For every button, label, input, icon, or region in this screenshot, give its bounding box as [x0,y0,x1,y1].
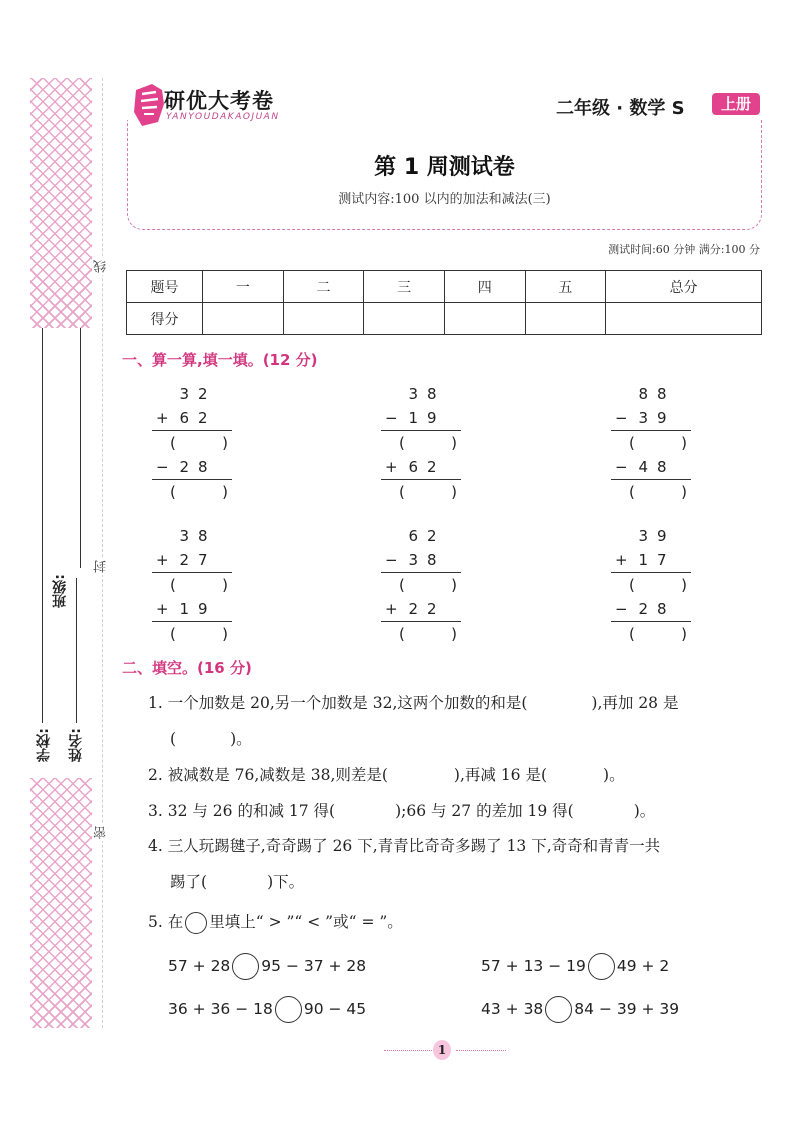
question-text: )。 [603,766,625,784]
calc-number: 27 [179,551,217,569]
binding-strip [30,78,102,1028]
compare-circle[interactable] [275,996,302,1023]
calc-operator: − [615,409,628,427]
compare-right: 49 + 2 [616,957,670,975]
calc-number: 62 [179,409,217,427]
class-label: 班级: [52,574,68,608]
compare-circle[interactable] [545,996,572,1023]
calc-number: 39 [638,527,676,545]
table-row [127,303,762,335]
table-cell: 得分 [127,303,203,335]
table-cell: 一 [203,271,284,303]
vertical-calc-2 [381,382,463,504]
calc-operator: + [385,600,398,618]
comparison-3 [168,996,366,1023]
question-1 [148,686,768,720]
score-input-cell[interactable] [283,303,364,335]
calc-number: 38 [408,551,446,569]
cut-word-seal: 封 [94,560,109,573]
question-text: 2. 被减数是 76,减数是 38,则差是( [148,766,388,784]
school-label: 学校: [36,728,52,762]
calc-number: 19 [179,600,217,618]
calc-number: 39 [638,409,676,427]
question-1-continued [170,722,252,756]
calc-operator: − [385,409,398,427]
question-text: 4. 三人玩踢毽子,奇奇踢了 26 下,青青比奇奇多踢了 13 下,奇奇和青青一共 [148,837,661,855]
vertical-calc-6 [611,524,693,646]
question-text: )下。 [267,873,305,891]
question-4-continued [170,865,304,899]
comparison-2 [481,953,669,980]
logo-subtext: YANYOUDAKAOJUAN [166,112,280,122]
page-number-badge: 1 [433,1040,451,1060]
calc-number: 28 [179,458,217,476]
question-text: 5. 在 [148,913,184,931]
table-cell: 五 [525,271,606,303]
calc-number: 38 [179,527,217,545]
name-label: 姓名: [68,728,84,762]
table-cell: 四 [444,271,525,303]
vertical-calc-1 [152,382,234,504]
compare-circle[interactable] [232,953,259,980]
comparison-1 [168,953,366,980]
question-text: );66 与 27 的差加 19 得( [395,802,574,820]
compare-left: 57 + 13 − 19 [481,957,586,975]
calc-operator: + [615,551,628,569]
compare-left: 36 + 36 − 18 [168,1000,273,1018]
logo-text: 研优大考卷 [164,89,274,113]
calc-operator: + [385,458,398,476]
compare-right: 95 − 37 + 28 [261,957,367,975]
vertical-calc-5 [381,524,463,646]
table-cell: 题号 [127,271,203,303]
calc-operator: − [615,458,628,476]
name-field-line[interactable] [76,578,77,723]
time-info: 测试时间:60 分钟 满分:100 分 [608,243,760,256]
compare-left: 57 + 28 [168,957,231,975]
calc-operator: − [385,551,398,569]
calc-number: 48 [638,458,676,476]
question-text: 3. 32 与 26 的和减 17 得( [148,802,336,820]
comparison-4 [481,996,679,1023]
calc-number: 62 [408,458,446,476]
compare-circle[interactable] [588,953,615,980]
calc-number: 28 [638,600,676,618]
compare-right: 90 − 45 [303,1000,367,1018]
page-title: 第 1 周测试卷 [374,155,515,180]
score-input-cell[interactable] [525,303,606,335]
question-text: )。 [633,802,656,820]
question-2 [148,758,625,792]
compare-right: 84 − 39 + 39 [574,1000,680,1018]
score-input-cell[interactable] [606,303,762,335]
cut-line [102,78,103,1028]
volume-badge: 上册 [712,93,760,115]
question-text: 踢了( [170,873,208,891]
page-number [384,1040,514,1060]
calc-number: 19 [408,409,446,427]
calc-operator: + [156,551,169,569]
question-3 [148,794,655,828]
school-field-line[interactable] [42,328,43,723]
calc-number: 62 [408,527,446,545]
calc-number: 32 [179,385,217,403]
section-2-heading: 二、填空。(16 分) [122,659,252,677]
page-subtitle: 测试内容:100 以内的加法和减法(三) [338,192,551,207]
section-1-heading: 一、算一算,填一填。(12 分) [122,351,318,369]
table-cell: 三 [364,271,445,303]
page-number-dots-right [456,1050,506,1051]
compare-circle-example [185,912,207,934]
score-input-cell[interactable] [203,303,284,335]
calc-operator: − [615,600,628,618]
question-5 [148,905,403,939]
question-text: 1. 一个加数是 20,另一个加数是 32,这两个加数的和是( [148,694,528,712]
question-text: ),再加 28 是 [591,694,679,712]
question-text: ),再减 16 是( [453,766,548,784]
question-text: )。 [230,730,252,748]
cut-word-secret: 密 [94,826,109,839]
page-number-dots-left [384,1050,434,1051]
question-4 [148,829,768,863]
vertical-calc-4 [152,524,234,646]
question-text: 里填上“ > ”“ < ”或“ = ”。 [209,913,403,931]
calc-number: 22 [408,600,446,618]
table-cell: 二 [283,271,364,303]
score-input-cell[interactable] [444,303,525,335]
calc-number: 38 [408,385,446,403]
calc-number: 17 [638,551,676,569]
table-row [127,271,762,303]
table-cell: 总分 [606,271,762,303]
grade-subject: 二年级 · 数学 S [556,98,685,119]
decorative-hatch-top [30,78,92,328]
calc-number: 88 [638,385,676,403]
question-text: ( [170,730,177,748]
class-field-line[interactable] [80,328,81,568]
calc-operator: + [156,600,169,618]
score-table [126,270,762,335]
student-info-fields [30,328,92,778]
score-input-cell[interactable] [364,303,445,335]
calc-operator: + [156,409,169,427]
vertical-calc-3 [611,382,693,504]
cut-word-line: 线 [94,260,109,273]
compare-left: 43 + 38 [481,1000,544,1018]
calc-operator: − [156,458,169,476]
decorative-hatch-bottom [30,778,92,1028]
